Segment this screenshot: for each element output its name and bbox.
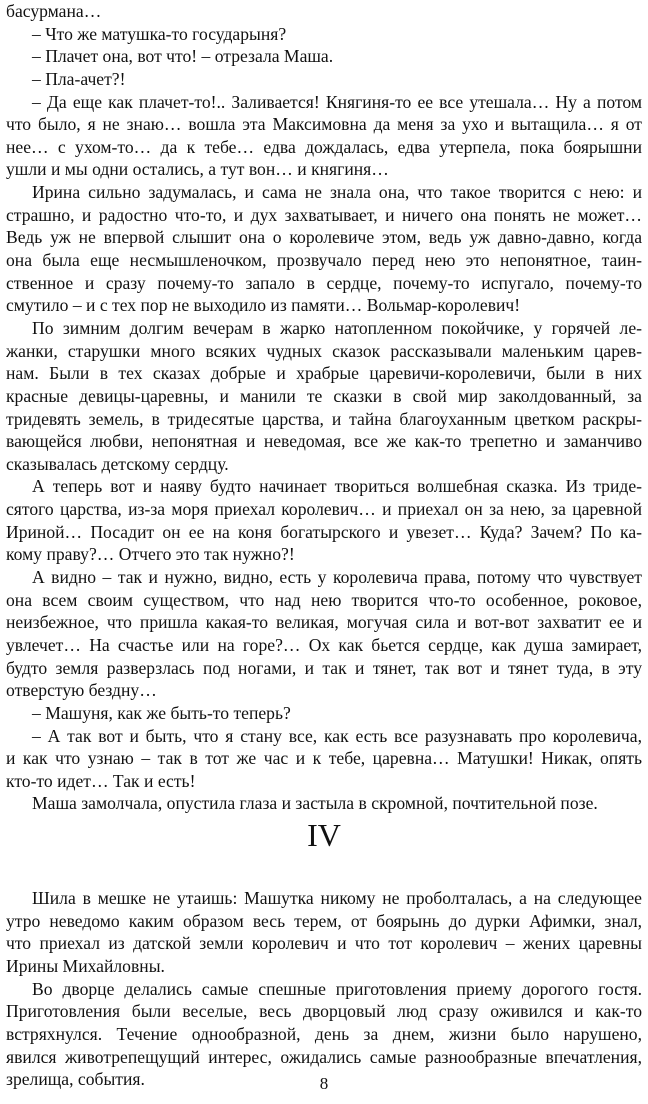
text-line: красные девицы-царевны, и манили те сказки в свой мир заколдованный, за xyxy=(6,385,642,406)
text-line: Ирина сильно задумалась, и сама не знала она, что такое творится с нею: и xyxy=(32,182,642,203)
text-line: смутило – и с тех пор не выходило из памяти… Вольмар-королевич! xyxy=(6,295,521,316)
text-line: тридевять земель, в тридесятые царства, и тайна благоуханным цветком раскры- xyxy=(6,408,642,429)
text-line: По зимним долгим вечерам в жарко натопленном покойчике, у горячей ле- xyxy=(32,317,642,338)
text-line: А теперь вот и наяву будто начинает твориться волшебная сказка. Из триде- xyxy=(32,476,642,497)
text-line: она всем своим существом, что над нею творится что-то особенное, роковое, xyxy=(6,589,642,610)
text-line: зрелища, события. xyxy=(6,1069,145,1090)
text-line: Шила в мешке не утаишь: Машутка никому не проболталась, а на следующее xyxy=(32,888,642,909)
text-line: Маша замолчала, опустила глаза и застыла в скромной, почтительной позе. xyxy=(32,793,598,814)
text-line: – Машуня, как же быть-то теперь? xyxy=(32,702,291,723)
text-line: отверстую бездну… xyxy=(6,680,157,701)
text-line: встряхнулся. Течение однообразной, день за днем, жизни было нарушено, xyxy=(6,1023,642,1044)
text-line: Ирины Михайловны. xyxy=(6,955,165,976)
text-line: кому праву?… Отчего это так нужно?! xyxy=(6,544,295,565)
text-line: утро неведомо каким образом весь терем, от боярынь до дурки Афимки, знал, xyxy=(6,910,642,931)
text-line: она была еще несмышленочком, прозвучало перед нею это непонятное, таин- xyxy=(6,250,642,271)
text-line: увлечет… На счастье или на горе?… Ох как бьется сердце, как душа замирает, xyxy=(6,634,642,655)
text-line: жанки, старушки много всяких чудных сказок рассказывали маленьким царев- xyxy=(6,340,642,361)
text-line: и как что узнаю – так в тот же час и к тебе, царевна… Матушки! Никак, опять xyxy=(6,748,642,769)
text-line: кто-то идет… Так и есть! xyxy=(6,770,196,791)
text-line: – А так вот и быть, что я стану все, как есть все разузнавать про королевича, xyxy=(32,725,642,746)
text-line: Ведь уж не впервой слышит она о королевиче этом, ведь уж давно-давно, когда xyxy=(6,227,642,248)
text-line: А видно – так и нужно, видно, есть у королевича права, потому что чувствует xyxy=(32,567,642,588)
text-line: – Да еще как плачет-то!.. Заливается! Княгиня-то ее все утешала… Ну а потом xyxy=(32,91,642,112)
text-line: – Плачет она, вот что! – отрезала Маша. xyxy=(32,46,334,67)
text-line: страшно, и радостно что-то, и дух захватывает, и ничего она понять не может… xyxy=(6,204,642,225)
text-line: – Пла-ачет?! xyxy=(32,68,126,89)
text-block-before-chapter xyxy=(6,0,642,815)
text-line: ушли и мы одни остались, а тут вон… и княгиня… xyxy=(6,159,389,180)
text-line: нам. Были в тех сказах добрые и храбрые царевичи-королевичи, были в них xyxy=(6,363,642,384)
text-line: – Что же матушка-то государыня? xyxy=(32,23,287,44)
text-block-after-chapter xyxy=(6,887,642,1091)
text-line: нее… с ухом-то… да к тебе… едва дождалась, едва утерпела, пока боярышни xyxy=(6,136,642,157)
text-line: сятого царства, из-за моря приехал королевич… и приехал он за нею, за царевной xyxy=(6,499,642,520)
text-line: что было, я не знаю… вошла эта Максимовна да меня за ухо и вытащила… я от xyxy=(6,114,642,135)
text-line: басурмана… xyxy=(6,1,102,21)
text-line: вающейся любви, непонятная и неведомая, все же как-то трепетно и заманчиво xyxy=(6,431,642,452)
text-line: неизбежное, что пришла какая-то великая, могучая сила и вот-вот захватит ее и xyxy=(6,612,642,633)
text-line: явился животрепещущий интерес, ожидались самые разнообразные впечатления, xyxy=(6,1046,642,1067)
text-line: ственное и сразу почему-то запало в сердце, почему-то испугало, почему-то xyxy=(6,272,642,293)
text-line: Приготовления были веселые, весь дворцовый люд сразу оживился и как-то xyxy=(6,1001,642,1022)
text-line: Ириной… Посадит он ее на коня богатырского и увезет… Куда? Зачем? По ка- xyxy=(6,521,642,542)
page-number: 8 xyxy=(319,1074,329,1093)
text-line: сказывалась детскому сердцу. xyxy=(6,453,229,474)
chapter-heading: IV xyxy=(307,817,341,854)
text-line: будто земля разверзлась под ногами, и так и тянет, так вот и тянет туда, в эту xyxy=(6,657,642,678)
text-line: что приехал из датской земли королевич и что тот королевич – жених царевны xyxy=(6,933,642,954)
book-page xyxy=(6,0,642,1091)
text-line: Во дворце делались самые спешные приготовления приему дорогого гостя. xyxy=(32,978,642,999)
